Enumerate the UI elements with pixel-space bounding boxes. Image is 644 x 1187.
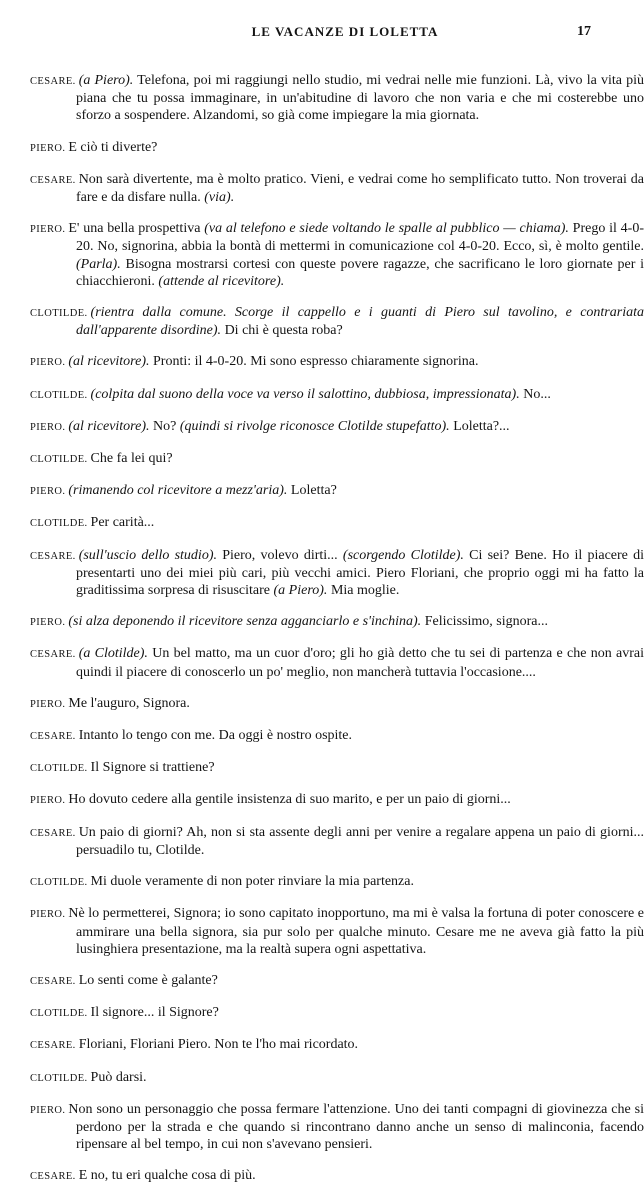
speaker: CESARE. [30,1040,76,1052]
speaker: PIERO. [30,357,66,369]
page-number: 17 [577,24,591,39]
speaker: CESARE. [30,827,76,839]
line-text: Ho dovuto cedere alla gentile insistenza di suo marito, e per un paio di giorni... [68,792,511,808]
dialogue-line [30,1167,644,1185]
dialogue-body [0,58,644,1187]
stage-direction: (rimanendo col ricevitore a mezz'aria). [68,483,288,499]
speaker: PIERO. [30,698,66,710]
dialogue-line [30,353,644,371]
line-text: Bisogna mostrarsi cortesi con queste povere ragazze, che sacrificano le loro giornate per i chiacchieroni. [76,256,644,289]
stage-direction: (scorgendo Clotilde). [342,547,464,563]
dialogue-line [30,759,644,777]
dialogue-line [30,304,644,339]
dialogue-line [30,220,644,290]
speaker: CLOTILDE. [30,308,88,320]
line-text: Mia moglie. [330,583,400,599]
stage-direction: (rientra dalla comune. Scorge il cappello e i guanti di Piero sul tavolino, e contrariata dall'apparente disordine). [76,305,644,339]
stage-direction: (Parla). [76,256,121,272]
stage-direction: (al ricevitore). [68,354,150,370]
line-text: Floriani, Floriani Piero. Non te l'ho mai ricordato. [78,1037,359,1053]
line-text: Prego il 4-0-20. No, signorina, abbia la bontà di mettermi in comunicazione col 4-0-20. Ecco, sì, è molto gentile. [76,221,644,255]
line-text: Loletta?... [453,418,510,434]
speaker: CLOTILDE. [30,389,88,401]
dialogue-line [30,171,644,206]
line-text: Piero, volevo dirti... [222,547,338,563]
dialogue-line [30,727,644,745]
line-text: Che fa lei qui? [90,451,173,467]
line-text: E no, tu eri qualche cosa di più. [78,1168,256,1184]
dialogue-line [30,418,644,436]
dialogue-line [30,972,644,990]
dialogue-line [30,386,644,404]
stage-direction: (via). [204,190,235,206]
dialogue-line [30,72,644,125]
line-text: Per carità... [90,515,155,531]
stage-direction: (a Piero). [273,583,328,599]
dialogue-line [30,139,644,157]
dialogue-line [30,1101,644,1154]
dialogue-line [30,450,644,468]
line-text: E ciò ti diverte? [68,139,158,155]
dialogue-line [30,905,644,958]
stage-direction: (a Clotilde). [78,646,148,662]
speaker: CLOTILDE. [30,1072,88,1084]
line-text: Loletta? [290,483,337,499]
speaker: CLOTILDE. [30,454,88,466]
line-text: No? [153,418,177,434]
line-text: Lo senti come è galante? [78,972,218,988]
line-text: Un bel matto, ma un cuor d'oro; gli ho già detto che tu sei di partenza e che non avrai quindi il piacere di conoscerlo un po' meglio, non mancherà tuttavia l'occasione.... [76,646,644,680]
line-text: Pronti: il 4-0-20. Mi sono espresso chiaramente signorina. [153,354,479,370]
line-text: Il signore... il Signore? [90,1005,219,1021]
line-text: E' una bella prospettiva [68,221,201,237]
speaker: CESARE. [30,975,76,987]
speaker: PIERO. [30,486,66,498]
speaker: CLOTILDE. [30,1008,88,1020]
speaker: CLOTILDE. [30,518,88,530]
line-text: Ci sei? Bene. Ho il piacere di presentarti uno dei miei più cari, più vecchi amici. Piero Floriani, che proprio oggi mi ha fatto la graditissima sorpresa di risuscitare [76,547,644,599]
line-text: Me l'auguro, Signora. [68,695,190,711]
speaker: CLOTILDE. [30,877,88,889]
line-text: Il Signore si trattiene? [90,760,215,776]
speaker: CESARE. [30,1171,76,1183]
dialogue-line [30,482,644,500]
dialogue-line [30,1004,644,1022]
stage-direction: (al ricevitore). [68,418,150,434]
stage-direction: (a Piero). [78,73,134,88]
speaker: PIERO. [30,617,66,629]
speaker: PIERO. [30,142,66,154]
speaker: CESARE. [30,550,76,562]
speaker: PIERO. [30,1104,66,1116]
dialogue-line [30,1036,644,1054]
line-text: Un paio di giorni? Ah, non si sta assente degli anni per venire a regalare appena un paio di giorni... persuadilo tu, Clotilde. [76,824,644,858]
speaker: PIERO. [30,909,66,921]
line-text: Non sarà divertente, ma è molto pratico. Vieni, e vedrai come ho semplificato tutto. Non troverai da fare e da disfare nulla. [76,171,644,206]
stage-direction: (colpita dal suono della voce va verso il salottino, dubbiosa, impressionata). [90,386,520,402]
speaker: PIERO. [30,224,66,236]
stage-direction: (va al telefono e siede voltando le spalle al pubblico — chiama). [204,221,569,237]
line-text: Non sono un personaggio che possa fermare l'attenzione. Uno dei tanti compagni di giovinezza che si perdono per la strada e che quando si rincontrano danno anche un senso di malinconia, facendo ripensare al bel tempo, in cui non s'avevano pensieri. [68,1101,644,1153]
dialogue-line [30,695,644,713]
speaker: CESARE. [30,76,76,87]
line-text: Felicissimo, signora... [424,614,548,630]
line-text: Di chi è questa roba? [224,323,343,339]
line-text: Telefona, poi mi raggiungi nello studio, mi vedrai nelle mie funzioni. Là, vivo la vita più piana che tu possa immaginare, in un'abitudine di lavoro che non varia e che mi costerebbe uno sforzo a sospendere. Alzandomi, so già come impiegare la mia giornata. [76,73,644,124]
speaker: CESARE. [30,174,76,186]
speaker: PIERO. [30,421,66,433]
stage-direction: (sull'uscio dello studio). [78,547,217,563]
running-header: LE VACANZE DI LOLETTA [251,24,439,39]
line-text: No... [523,386,551,402]
line-text: Può darsi. [90,1069,147,1085]
speaker: PIERO. [30,795,66,807]
line-text: Nè lo permetterei, Signora; io sono capitato inopportuno, ma mi è valsa la fortuna di poter conoscere e ammirare una bella signora, sia pur solo per qualche minuto. Cesare me ne aveva già fatto la più lusinghiera presentazione, ma la realtà supera ogni aspettativa. [68,906,644,957]
line-text: Intanto lo tengo con me. Da oggi è nostro ospite. [78,728,353,744]
stage-direction: (attende al ricevitore). [158,273,285,289]
dialogue-line [30,547,644,600]
speaker: CESARE. [30,649,76,661]
speaker: CLOTILDE. [30,763,88,775]
dialogue-line [30,514,644,532]
dialogue-line [30,873,644,891]
dialogue-line [30,613,644,631]
dialogue-line [30,1069,644,1087]
speaker: CESARE. [30,731,76,743]
stage-direction: (quindi si rivolge riconosce Clotilde stupefatto). [179,418,450,434]
dialogue-line [30,791,644,809]
dialogue-line [30,645,644,680]
stage-direction: (si alza deponendo il ricevitore senza agganciarlo e s'inchina). [68,614,422,630]
line-text: Mi duole veramente di non poter rinviare la mia partenza. [90,874,414,890]
dialogue-line [30,824,644,859]
